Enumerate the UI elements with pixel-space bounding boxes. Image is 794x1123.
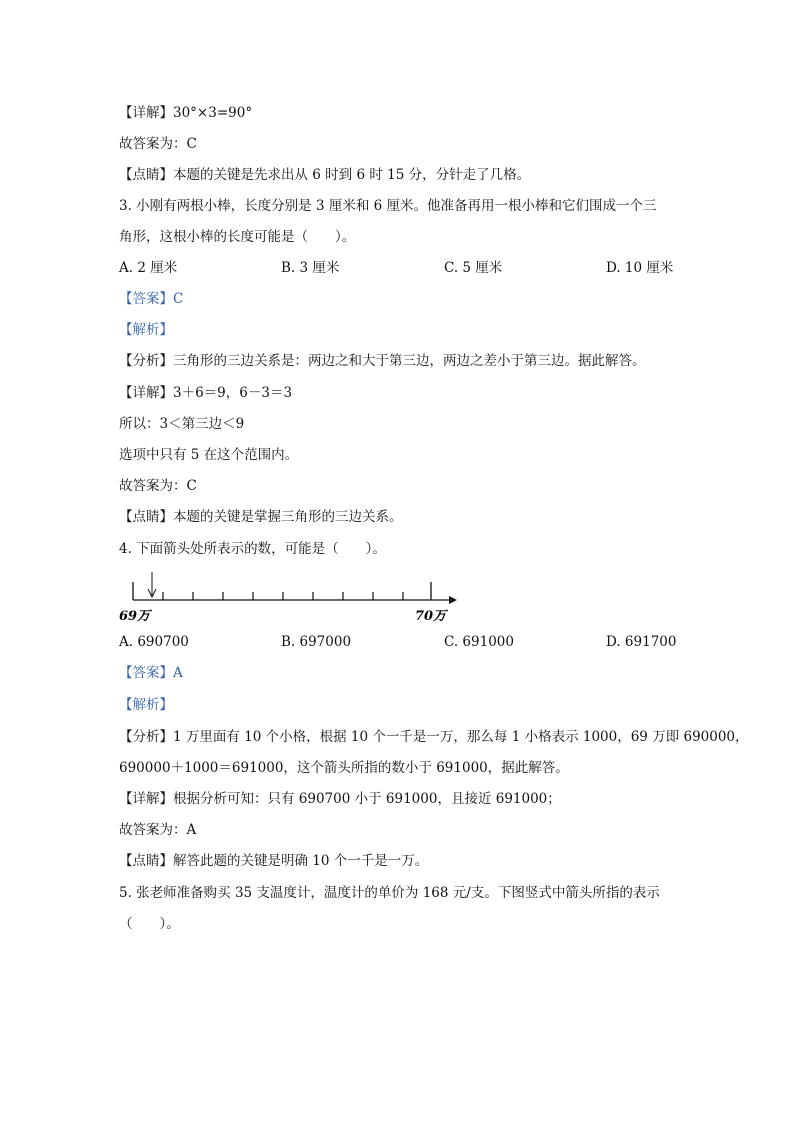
question-3-line-1: 3. 小刚有两根小棒，长度分别是 3 厘米和 6 厘米。他准备再用一根小棒和它们围成一个三 xyxy=(119,198,657,214)
question-5-line-1: 5. 张老师准备购买 35 支温度计，温度计的单价为 168 元/支。下图竖式中箭头所指的表示 xyxy=(119,885,660,901)
q4-analysis-line-2: 690000＋1000＝691000，这个箭头所指的数小于 691000，据此解答。 xyxy=(119,760,569,776)
q3-detail: 【详解】3＋6＝9，6－3＝3 xyxy=(119,385,293,401)
q4-option-a: A. 690700 xyxy=(119,634,189,650)
q3-option-a: A. 2 厘米 xyxy=(119,260,178,276)
q3-option-c: C. 5 厘米 xyxy=(444,260,503,276)
q3-analysis: 【分析】三角形的三边关系是：两边之和大于第三边，两边之差小于第三边。据此解答。 xyxy=(119,353,646,369)
text-line-answer-is: 故答案为：C xyxy=(119,136,197,152)
label-70wan: 70万 xyxy=(415,609,447,624)
text-line-key-point: 【点睛】本题的关键是先求出从 6 时到 6 时 15 分，分针走了几格。 xyxy=(119,167,531,183)
q3-answer: 【答案】C xyxy=(119,291,184,307)
number-line-arrowhead xyxy=(449,596,457,604)
question-3-line-2: 角形，这根小棒的长度可能是（ ）。 xyxy=(119,229,356,245)
q3-option-d: D. 10 厘米 xyxy=(606,260,674,276)
q4-answer-is: 故答案为：A xyxy=(119,822,197,838)
q3-only-option: 选项中只有 5 在这个范围内。 xyxy=(119,447,299,463)
q3-option-b: B. 3 厘米 xyxy=(281,260,340,276)
q4-answer: 【答案】A xyxy=(119,665,183,681)
q3-key-point: 【点睛】本题的关键是掌握三角形的三边关系。 xyxy=(119,509,403,525)
question-4: 4. 下面箭头处所表示的数，可能是（ ）。 xyxy=(119,541,386,557)
q3-analysis-heading: 【解析】 xyxy=(119,322,173,338)
question-5-line-2: （ ）。 xyxy=(119,916,180,932)
label-69wan: 69万 xyxy=(119,609,151,624)
q4-key-point: 【点睛】解答此题的关键是明确 10 个一千是一万。 xyxy=(119,853,429,869)
q4-analysis-line-1: 【分析】1 万里面有 10 个小格，根据 10 个一千是一万，那么每 1 小格表示 1000，69 万即 690000， xyxy=(119,729,749,745)
q4-option-d: D. 691700 xyxy=(606,634,677,650)
q4-detail: 【详解】根据分析可知：只有 690700 小于 691000，且接近 691000； xyxy=(119,791,561,807)
q3-answer-is: 故答案为：C xyxy=(119,478,197,494)
q4-option-b: B. 697000 xyxy=(281,634,352,650)
q4-analysis-heading: 【解析】 xyxy=(119,697,173,713)
number-line-figure xyxy=(119,572,459,631)
number-line-svg xyxy=(119,572,459,627)
q4-option-c: C. 691000 xyxy=(444,634,514,650)
text-line-detail-1: 【详解】30°×3=90° xyxy=(119,105,253,121)
q3-so: 所以：3＜第三边＜9 xyxy=(119,416,245,432)
